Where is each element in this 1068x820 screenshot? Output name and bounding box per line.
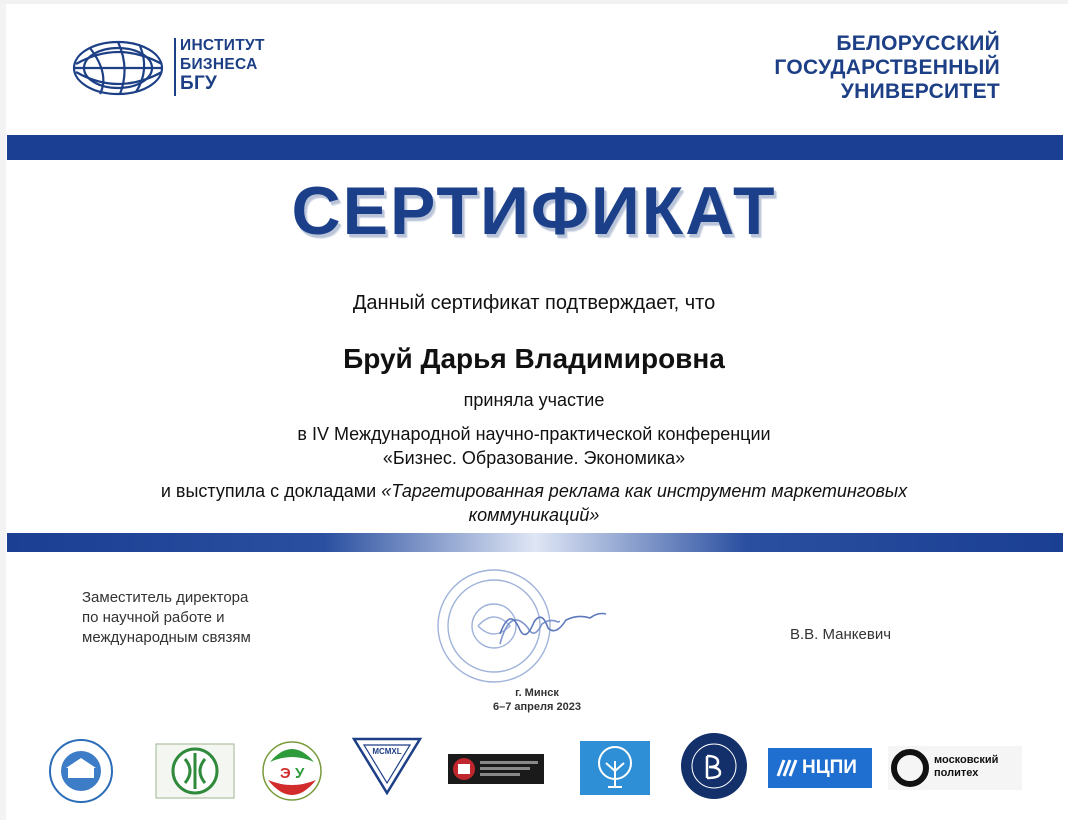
institute-logo: [70, 34, 290, 104]
handwritten-signature: [490, 600, 610, 650]
conference-line-1: в IV Международной научно-практической конференции: [297, 424, 771, 444]
university-name: БЕЛОРУССКИЙ ГОСУДАРСТВЕННЫЙ УНИВЕРСИТЕТ: [774, 32, 1000, 103]
report-title-part-2: коммуникаций»: [468, 505, 600, 525]
report-prefix: и выступила с докладами: [160, 481, 382, 501]
page-top-edge: [0, 0, 1068, 4]
partner-logo-eu: [258, 740, 326, 802]
report-title-part-1: «Таргетированная реклама как инструмент маркетинговых: [381, 481, 908, 501]
conference-name: «Бизнес. Образование. Экономика»: [382, 448, 686, 468]
eu-letter-u: У: [295, 765, 305, 782]
bottom-gradient-band: [7, 533, 1063, 552]
partner-logo-nkpi: [768, 748, 872, 788]
top-blue-band: [7, 135, 1063, 160]
polytech-line-2: политех: [934, 767, 979, 779]
nkpi-text: НЦПИ: [802, 757, 857, 778]
partner-logo-moscow-polytech: [888, 746, 1022, 790]
confirm-text: Данный сертификат подтверждает, что: [352, 292, 716, 314]
partner-logo-tree: [580, 741, 650, 795]
institute-logo-separator: [174, 38, 176, 96]
mcmxl-text: MCMXL: [372, 747, 402, 756]
report-line: [0, 481, 1068, 502]
certificate-title: СЕРТИФИКАТ: [291, 173, 777, 249]
nkpi-mark-icon: [772, 748, 802, 788]
partner-logo-1: [42, 738, 120, 804]
partner-logo-mcmxl: [352, 737, 422, 795]
polytech-line-1: московский: [934, 754, 999, 766]
institute-name: ИНСТИТУТ БИЗНЕСА БГУ: [180, 37, 265, 94]
signer-name: В.В. Манкевич: [790, 626, 892, 643]
globe-icon: [70, 34, 170, 104]
participation-text: приняла участие: [463, 390, 605, 410]
partner-logo-2: [155, 743, 235, 799]
eu-letter-e: Э: [280, 765, 291, 782]
recipient-name: Бруй Дарья Владимировна: [343, 343, 725, 374]
place-date: г. Минск 6–7 апреля 2023: [493, 687, 581, 713]
partner-logo-belgrade: [448, 754, 544, 784]
partner-logo-hse: [680, 732, 748, 800]
signer-position: Заместитель директора по научной работе и международным связям: [82, 589, 251, 646]
polytech-circle-icon: [890, 746, 930, 790]
